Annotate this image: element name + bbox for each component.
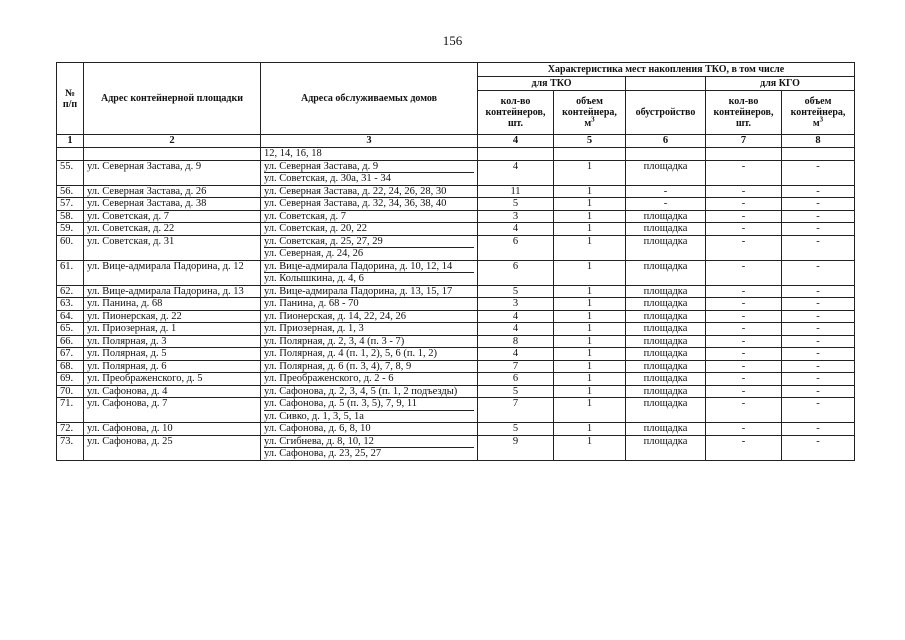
header-tko: для ТКО [478,77,626,91]
container-count: 4 [478,323,554,336]
served-houses [261,260,478,285]
kgo-count: - [706,335,782,348]
served-house-line: ул. Северная Застава, д. 32, 34, 36, 38, 40 [264,198,447,209]
served-house-line: ул. Советская, д. 7 [264,210,346,222]
header-count: кол-во контейнеров, шт. [478,91,554,135]
site-address: ул. Приозерная, д. 1 [84,323,261,336]
continuation-houses: 12, 14, 16, 18 [261,148,478,161]
served-houses [261,348,478,361]
table-row [57,435,855,460]
kgo-count: - [706,223,782,236]
container-count: 4 [478,348,554,361]
container-count: 4 [478,310,554,323]
table-row [57,335,855,348]
container-volume: 1 [554,235,626,260]
served-house-line: ул. Сафонова, д. 2, 3, 4, 5 (п. 1, 2 подъезды) [264,385,458,397]
kgo-count: - [706,385,782,398]
kgo-volume: - [782,323,855,336]
table-row [57,323,855,336]
facility: площадка [626,360,706,373]
row-number: 57. [57,198,84,211]
container-volume: 1 [554,423,626,436]
table-row [57,185,855,198]
served-house-line: ул. Северная Застава, д. 22, 24, 26, 28, 30 [264,185,447,197]
column-number-row [57,135,855,148]
container-volume: 1 [554,185,626,198]
container-count: 11 [478,185,554,198]
row-number: 72. [57,423,84,436]
container-count: 8 [478,335,554,348]
site-address: ул. Сафонова, д. 10 [84,423,261,436]
facility: площадка [626,335,706,348]
column-number: 3 [261,135,478,148]
container-volume: 1 [554,398,626,423]
row-number: 58. [57,210,84,223]
site-address: ул. Вице-адмирала Падорина, д. 12 [84,260,261,285]
row-number: 56. [57,185,84,198]
facility: площадка [626,310,706,323]
row-number: 59. [57,223,84,236]
kgo-volume: - [782,298,855,311]
kgo-volume: - [782,210,855,223]
row-number: 65. [57,323,84,336]
served-houses [261,373,478,386]
served-houses [261,285,478,298]
served-house-line: ул. Вице-адмирала Падорина, д. 13, 15, 17 [264,285,453,297]
container-count: 6 [478,260,554,285]
served-houses [261,435,478,460]
container-volume: 1 [554,260,626,285]
kgo-volume: - [782,398,855,423]
kgo-count: - [706,423,782,436]
served-house-line: ул. Пионерская, д. 14, 22, 24, 26 [264,310,406,322]
site-address: ул. Сафонова, д. 7 [84,398,261,423]
kgo-count: - [706,210,782,223]
column-number: 2 [84,135,261,148]
row-number: 73. [57,435,84,460]
served-houses [261,160,478,185]
table-body [57,148,855,461]
container-count: 5 [478,198,554,211]
facility: - [626,185,706,198]
site-address: ул. Полярная, д. 3 [84,335,261,348]
served-houses [261,298,478,311]
served-houses [261,423,478,436]
container-count: 3 [478,298,554,311]
served-house-line: ул. Полярная, д. 4 (п. 1, 2), 5, 6 (п. 1, 2) [264,348,437,359]
container-volume: 1 [554,198,626,211]
table-row [57,348,855,361]
container-volume: 1 [554,435,626,460]
served-houses [261,335,478,348]
row-number: 67. [57,348,84,361]
kgo-count: - [706,310,782,323]
table-row [57,260,855,285]
kgo-volume: - [782,235,855,260]
facility: площадка [626,235,706,260]
container-count: 6 [478,235,554,260]
served-house-line: ул. Панина, д. 68 - 70 [264,298,359,309]
served-house-line: ул. Советская, д. 30а, 31 - 34 [264,173,391,184]
served-house-line: ул. Сивко, д. 1, 3, 5, 1а [264,410,364,422]
served-house-line: ул. Сгибнева, д. 8, 10, 12 [264,436,474,449]
kgo-count: - [706,323,782,336]
site-address: ул. Северная Застава, д. 9 [84,160,261,185]
site-address: ул. Сафонова, д. 4 [84,385,261,398]
row-number: 60. [57,235,84,260]
container-volume: 1 [554,160,626,185]
row-number: 63. [57,298,84,311]
kgo-volume: - [782,223,855,236]
kgo-count: - [706,435,782,460]
kgo-volume: - [782,185,855,198]
container-count: 5 [478,385,554,398]
facility: площадка [626,298,706,311]
table-row [57,423,855,436]
row-number: 71. [57,398,84,423]
continuation-row [57,148,855,161]
site-address: ул. Панина, д. 68 [84,298,261,311]
header-kgo: для КГО [706,77,855,91]
container-volume: 1 [554,285,626,298]
header-served-houses: Адреса обслуживаемых домов [261,63,478,135]
container-count: 5 [478,423,554,436]
kgo-volume: - [782,385,855,398]
container-count: 4 [478,223,554,236]
column-number: 7 [706,135,782,148]
kgo-volume: - [782,360,855,373]
site-address: ул. Полярная, д. 6 [84,360,261,373]
container-count: 4 [478,160,554,185]
container-count: 7 [478,398,554,423]
container-volume: 1 [554,360,626,373]
table-row [57,385,855,398]
container-volume: 1 [554,298,626,311]
column-number: 8 [782,135,855,148]
container-volume: 1 [554,323,626,336]
header-characteristic: Характеристика мест накопления ТКО, в том числе [478,63,855,77]
kgo-volume: - [782,435,855,460]
header-kgo-volume: объем контейнера, $м^3$ [782,91,855,135]
served-house-line: ул. Сафонова, д. 5 (п. 3, 5), 7, 9, 11 [264,398,474,411]
kgo-count: - [706,185,782,198]
kgo-volume: - [782,285,855,298]
kgo-volume: - [782,160,855,185]
row-number: 62. [57,285,84,298]
table-row [57,373,855,386]
facility: площадка [626,260,706,285]
facility: площадка [626,348,706,361]
kgo-volume: - [782,335,855,348]
container-count: 6 [478,373,554,386]
facility: площадка [626,423,706,436]
served-houses [261,235,478,260]
served-house-line: ул. Преображенского, д. 2 - 6 [264,373,394,384]
served-house-line: ул. Полярная, д. 2, 3, 4 (п. 3 - 7) [264,335,405,347]
facility: площадка [626,285,706,298]
kgo-count: - [706,348,782,361]
table-row [57,398,855,423]
facility: площадка [626,323,706,336]
kgo-count: - [706,260,782,285]
container-count: 7 [478,360,554,373]
site-address: ул. Советская, д. 22 [84,223,261,236]
kgo-count: - [706,160,782,185]
header-num: № п/п [57,63,84,135]
row-number: 66. [57,335,84,348]
container-volume: 1 [554,310,626,323]
site-address: ул. Преображенского, д. 5 [84,373,261,386]
kgo-volume: - [782,198,855,211]
served-house-line: ул. Вице-адмирала Падорина, д. 10, 12, 14 [264,261,474,274]
facility: площадка [626,385,706,398]
container-volume: 1 [554,335,626,348]
facility: - [626,198,706,211]
facility: площадка [626,210,706,223]
served-house-line: ул. Советская, д. 25, 27, 29 [264,236,474,249]
kgo-volume: - [782,423,855,436]
kgo-count: - [706,398,782,423]
site-address: ул. Советская, д. 31 [84,235,261,260]
site-address: ул. Пионерская, д. 22 [84,310,261,323]
served-houses [261,360,478,373]
table-row [57,198,855,211]
header-kgo-count: кол-во контейнеров, шт. [706,91,782,135]
served-houses [261,310,478,323]
column-number: 6 [626,135,706,148]
container-count: 9 [478,435,554,460]
kgo-count: - [706,360,782,373]
served-houses [261,323,478,336]
served-houses [261,185,478,198]
container-volume: 1 [554,223,626,236]
served-house-line: ул. Советская, д. 20, 22 [264,223,367,234]
header-blank [626,77,706,91]
facility: площадка [626,435,706,460]
served-house-line: ул. Сафонова, д. 23, 25, 27 [264,448,382,459]
kgo-count: - [706,373,782,386]
row-number: 61. [57,260,84,285]
table-row [57,160,855,185]
facility: площадка [626,160,706,185]
served-houses [261,223,478,236]
served-house-line: ул. Сафонова, д. 6, 8, 10 [264,423,371,434]
site-address: ул. Сафонова, д. 25 [84,435,261,460]
row-number: 64. [57,310,84,323]
kgo-volume: - [782,373,855,386]
site-address: ул. Вице-адмирала Падорина, д. 13 [84,285,261,298]
kgo-volume: - [782,310,855,323]
served-houses [261,398,478,423]
column-number: 5 [554,135,626,148]
kgo-volume: - [782,348,855,361]
table-row [57,360,855,373]
row-number: 69. [57,373,84,386]
header-volume: объем контейнера, $м^3$ [554,91,626,135]
site-address: ул. Полярная, д. 5 [84,348,261,361]
container-volume: 1 [554,210,626,223]
served-house-line: ул. Колышкина, д. 4, 6 [264,273,364,284]
column-number: 1 [57,135,84,148]
table-header [57,63,855,148]
served-house-line: ул. Северная, д. 24, 26 [264,248,364,259]
served-house-line: ул. Северная Застава, д. 9 [264,161,474,174]
header-facility: обустройство [626,91,706,135]
served-house-line: ул. Приозерная, д. 1, 3 [264,323,364,334]
table-row [57,210,855,223]
page-number: 156 [442,33,463,48]
header-address: Адрес контейнерной площадки [84,63,261,135]
container-volume: 1 [554,348,626,361]
table-row [57,235,855,260]
facility: площадка [626,223,706,236]
table-row [57,285,855,298]
served-house-line: ул. Полярная, д. 6 (п. 3, 4), 7, 8, 9 [264,360,412,372]
site-address: ул. Северная Застава, д. 38 [84,198,261,211]
column-number: 4 [478,135,554,148]
table-row [57,223,855,236]
container-volume: 1 [554,385,626,398]
row-number: 55. [57,160,84,185]
site-address: ул. Северная Застава, д. 26 [84,185,261,198]
kgo-count: - [706,235,782,260]
facility: площадка [626,398,706,423]
kgo-volume: - [782,260,855,285]
facility: площадка [626,373,706,386]
table-row [57,310,855,323]
served-houses [261,198,478,211]
served-houses [261,385,478,398]
row-number: 70. [57,385,84,398]
table-row [57,298,855,311]
site-address: ул. Советская, д. 7 [84,210,261,223]
kgo-count: - [706,298,782,311]
container-count: 5 [478,285,554,298]
served-houses [261,210,478,223]
kgo-count: - [706,285,782,298]
kgo-count: - [706,198,782,211]
row-number: 68. [57,360,84,373]
container-count: 3 [478,210,554,223]
container-volume: 1 [554,373,626,386]
containers-table [56,62,855,461]
